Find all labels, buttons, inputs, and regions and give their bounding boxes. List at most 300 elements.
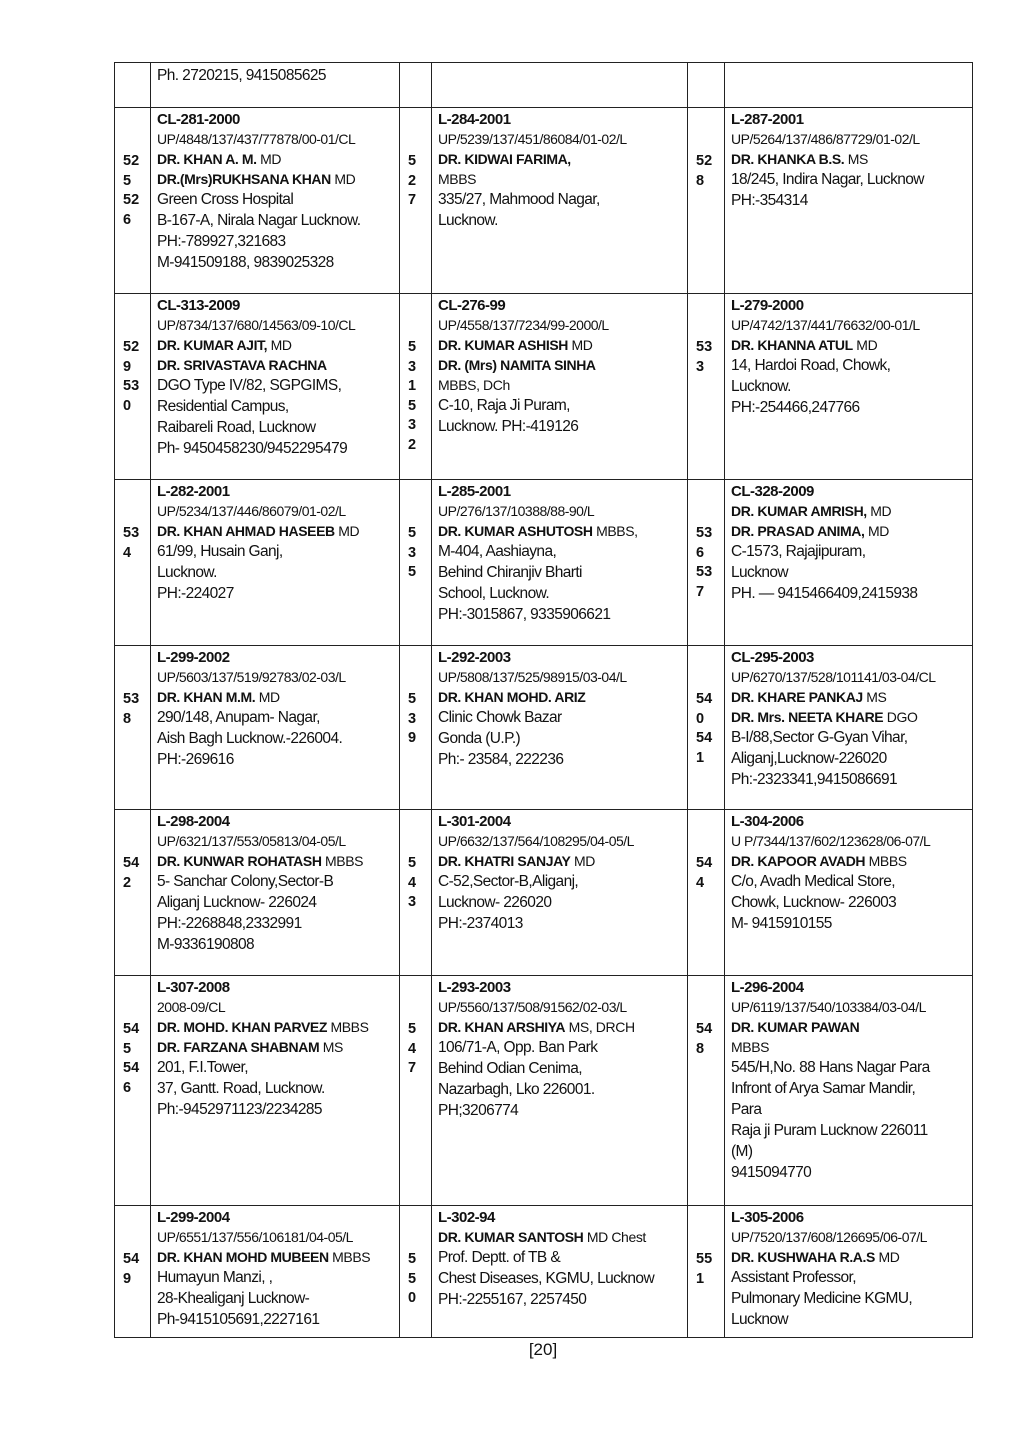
entry-cell <box>725 1206 973 1338</box>
doctor-line <box>157 335 395 355</box>
doctor-line <box>157 1037 395 1057</box>
doctor-qualification: MS <box>844 151 868 167</box>
doctor-name: DR. KUNWAR ROHATASH <box>157 853 322 869</box>
license-code: L-292-2003 <box>438 649 511 666</box>
serial-number-part: 54 <box>123 855 140 871</box>
license-code: CL-328-2009 <box>731 483 814 500</box>
serial-number-part: 54 <box>123 1060 140 1076</box>
doctor-line <box>438 169 683 189</box>
doctor-line <box>731 1247 968 1267</box>
serial-number-part: 52 <box>696 153 713 169</box>
doctor-name: DR. KHAN A. M. <box>157 151 257 167</box>
license-code: L-282-2001 <box>157 483 230 500</box>
entry-cell <box>151 810 400 976</box>
serial-number-part: 0 <box>408 1290 417 1306</box>
serial-number-part: 53 <box>123 691 140 707</box>
address-line: C/o, Avadh Medical Store, <box>731 873 895 890</box>
doctor-qualification: MS <box>319 1039 343 1055</box>
address-line: Prof. Deptt. of TB & <box>438 1249 561 1266</box>
address-line: Residential Campus, <box>157 398 289 415</box>
serial-number-part: 8 <box>696 172 705 189</box>
address-line: Assistant Professor, <box>731 1269 856 1286</box>
serial-number-part: 5 <box>408 564 417 580</box>
doctor-name: DR. KHATRI SANJAY <box>438 853 571 869</box>
directory-row <box>115 108 973 294</box>
entry-cell <box>725 294 973 480</box>
doctor-qualification: MD <box>874 1249 900 1265</box>
license-code: L-298-2004 <box>157 813 230 830</box>
address-line: Gonda (U.P.) <box>438 730 521 747</box>
serial-cell <box>115 108 151 294</box>
serial-cell <box>688 63 725 108</box>
registration-number: UP/5234/137/446/86079/01-02/L <box>157 503 346 519</box>
address-line: 106/71-A, Opp. Ban Park <box>438 1039 598 1056</box>
directory-row <box>115 1206 973 1338</box>
address-line: Ph- 9450458230/9452295479 <box>157 440 348 457</box>
serial-number-part: 54 <box>696 730 713 746</box>
serial-number-part: 3 <box>408 417 417 433</box>
address-line: Aish Bagh Lucknow.-226004. <box>157 730 343 747</box>
address-line: 28-Khealiganj Lucknow- <box>157 1290 310 1307</box>
doctor-name: DR. PRASAD ANIMA, <box>731 523 865 539</box>
doctor-name: DR. KHANKA B.S. <box>731 151 845 167</box>
serial-cell <box>115 810 151 976</box>
address-line: M- 9415910155 <box>731 915 832 932</box>
serial-number-part: 1 <box>696 749 705 766</box>
serial-cell <box>400 976 432 1206</box>
doctor-name: DR. KIDWAI FARIMA, <box>438 151 571 167</box>
address-line: PH:-254466,247766 <box>731 399 860 416</box>
entry-cell <box>151 108 400 294</box>
doctor-qualification: MD Chest <box>583 1229 646 1245</box>
doctor-name: DR. FARZANA SHABNAM <box>157 1039 320 1055</box>
address-line: C-52,Sector-B,Aliganj, <box>438 873 579 890</box>
directory-row <box>115 646 973 810</box>
entry-cell <box>725 108 973 294</box>
doctor-line <box>157 1247 395 1267</box>
doctor-name: DR. KHANNA ATUL <box>731 337 853 353</box>
serial-number-part: 5 <box>408 339 417 355</box>
serial-number-part: 8 <box>696 1040 705 1057</box>
serial-number-part: 53 <box>123 378 140 394</box>
doctor-name: DR. KUMAR ASHUTOSH <box>438 523 593 539</box>
doctor-name: DR. KHAN M.M. <box>157 689 256 705</box>
license-code: CL-281-2000 <box>157 111 240 128</box>
serial-number-part: 9 <box>123 1270 132 1287</box>
serial-cell <box>400 646 432 810</box>
address-line: 18/245, Indira Nagar, Lucknow <box>731 171 924 188</box>
registration-number: UP/5808/137/525/98915/03-04/L <box>438 669 627 685</box>
entry-cell <box>432 1206 688 1338</box>
license-code: L-307-2008 <box>157 979 230 996</box>
entry-cell <box>725 810 973 976</box>
page-number: [20] <box>528 1340 558 1359</box>
license-code: L-302-94 <box>438 1209 495 1226</box>
entry-cell <box>151 63 400 108</box>
serial-cell <box>115 294 151 480</box>
doctor-qualification: MD <box>567 337 593 353</box>
serial-number-part: 9 <box>408 730 417 746</box>
address-line: 14, Hardoi Road, Chowk, <box>731 357 891 374</box>
directory-row <box>115 810 973 976</box>
registration-number: UP/6270/137/528/101141/03-04/CL <box>731 669 936 685</box>
serial-cell <box>688 646 725 810</box>
address-line: PH:-354314 <box>731 192 808 209</box>
doctor-line <box>438 687 683 707</box>
doctor-line <box>731 521 968 541</box>
address-line: B-I/88,Sector G-Gyan Vihar, <box>731 729 908 746</box>
serial-number-part: 4 <box>408 1040 417 1057</box>
address-line: Lucknow. <box>157 564 217 581</box>
address-line: Infront of Arya Samar Mandir, <box>731 1080 916 1097</box>
serial-cell <box>115 646 151 810</box>
doctor-line <box>438 335 683 355</box>
address-line: PH. — 9415466409,2415938 <box>731 585 918 602</box>
serial-cell <box>688 480 725 646</box>
license-code: L-279-2000 <box>731 297 804 314</box>
doctor-qualification: MD <box>866 503 892 519</box>
doctor-qualification: MBBS <box>731 1039 770 1055</box>
license-code: L-299-2002 <box>157 649 230 666</box>
address-line: Lucknow. PH:-419126 <box>438 418 579 435</box>
address-line: Aliganj,Lucknow-226020 <box>731 750 887 767</box>
address-line: PH:-2374013 <box>438 915 523 932</box>
license-code: CL-313-2009 <box>157 297 240 314</box>
license-code: L-285-2001 <box>438 483 511 500</box>
address-line: PH:-2255167, 2257450 <box>438 1291 587 1308</box>
address-line: B-167-A, Nirala Nagar Lucknow. <box>157 212 361 229</box>
address-line: C-10, Raja Ji Puram, <box>438 397 570 414</box>
serial-cell <box>400 810 432 976</box>
doctor-line <box>438 1227 683 1247</box>
serial-number-part: 3 <box>408 358 417 375</box>
serial-number-part: 5 <box>408 1251 417 1267</box>
doctor-name: DR. KHAN MOHD MUBEEN <box>157 1249 329 1265</box>
address-line: Green Cross Hospital <box>157 191 294 208</box>
directory-row <box>115 976 973 1206</box>
serial-number-part: 53 <box>123 525 140 541</box>
doctor-name: DR. KUMAR PAWAN <box>731 1019 860 1035</box>
serial-cell <box>400 1206 432 1338</box>
doctor-qualification: DGO <box>883 709 918 725</box>
address-line: Nazarbagh, Lko 226001. <box>438 1081 595 1098</box>
address-line: Behind Odian Cenima, <box>438 1060 582 1077</box>
address-line: Raibareli Road, Lucknow <box>157 419 316 436</box>
address-line: Clinic Chowk Bazar <box>438 709 562 726</box>
serial-number-part: 7 <box>408 192 417 208</box>
doctor-qualification: MD <box>864 523 889 539</box>
doctor-qualification: MD <box>256 151 282 167</box>
serial-number-part: 4 <box>696 874 705 891</box>
license-code: CL-295-2003 <box>731 649 814 666</box>
doctor-name: DR. KHAN MOHD. ARIZ <box>438 689 586 705</box>
doctor-name: DR. KHARE PANKAJ <box>731 689 863 705</box>
serial-cell <box>688 976 725 1206</box>
serial-number-part: 4 <box>408 874 417 891</box>
serial-cell <box>688 1206 725 1338</box>
serial-cell <box>688 810 725 976</box>
doctor-name: DR. KUMAR AMRISH, <box>731 503 867 519</box>
entry-cell <box>151 294 400 480</box>
registration-number: UP/5560/137/508/91562/02-03/L <box>438 999 627 1015</box>
serial-cell <box>688 108 725 294</box>
doctor-line <box>157 355 395 375</box>
doctor-name: DR. KAPOOR AVADH <box>731 853 866 869</box>
address-line: PH:-789927,321683 <box>157 233 286 250</box>
address-line: DGO Type IV/82, SGPGIMS, <box>157 377 342 394</box>
serial-number-part: 1 <box>696 1270 705 1287</box>
serial-number-part: 54 <box>696 855 713 871</box>
doctor-line <box>157 851 395 871</box>
address-line: 201, F.I.Tower, <box>157 1059 248 1076</box>
serial-number-part: 2 <box>408 172 417 189</box>
registration-number: UP/7520/137/608/126695/06-07/L <box>731 1229 927 1245</box>
address-line: Ph:-9452971123/2234285 <box>157 1101 322 1118</box>
address-line: Lucknow <box>731 564 788 581</box>
serial-number-part: 8 <box>123 710 132 727</box>
entry-cell <box>432 976 688 1206</box>
address-line: Lucknow. <box>731 378 791 395</box>
doctor-name: DR. KHAN ARSHIYA <box>438 1019 566 1035</box>
serial-cell <box>115 976 151 1206</box>
doctor-qualification: MS, DRCH <box>565 1019 635 1035</box>
doctor-qualification: MS <box>862 689 887 705</box>
address-line: PH:-3015867, 9335906621 <box>438 606 611 623</box>
serial-number-part: 54 <box>123 1251 140 1267</box>
license-code: L-301-2004 <box>438 813 511 830</box>
serial-number-part: 53 <box>696 339 713 355</box>
doctor-line <box>157 687 395 707</box>
address-line: Chowk, Lucknow- 226003 <box>731 894 897 911</box>
license-code: CL-276-99 <box>438 297 506 314</box>
doctor-line <box>438 521 683 541</box>
serial-number-part: 7 <box>408 1060 417 1076</box>
registration-number: UP/6321/137/553/05813/04-05/L <box>157 833 346 849</box>
directory-row <box>115 480 973 646</box>
serial-number-part: 55 <box>696 1251 713 1267</box>
address-line: 5- Sanchar Colony,Sector-B <box>157 873 334 890</box>
registration-number: UP/8734/137/680/14563/09-10/CL <box>157 317 356 333</box>
serial-number-part: 0 <box>123 397 132 414</box>
license-code: L-299-2004 <box>157 1209 230 1226</box>
serial-cell <box>115 480 151 646</box>
doctor-qualification: MD <box>255 689 280 705</box>
doctor-qualification: MD <box>570 853 595 869</box>
serial-cell <box>688 294 725 480</box>
address-line: 9415094770 <box>731 1164 812 1181</box>
doctor-line <box>438 375 683 395</box>
doctor-name: DR. KUMAR ASHISH <box>438 337 568 353</box>
doctor-qualification: MD <box>334 523 360 539</box>
entry-cell <box>151 480 400 646</box>
doctor-name: DR. (Mrs) NAMITA SINHA <box>438 357 596 373</box>
doctor-qualification: MD <box>330 171 356 187</box>
serial-cell <box>115 1206 151 1338</box>
doctor-line <box>157 149 395 169</box>
address-line: Raja ji Puram Lucknow 226011 <box>731 1122 928 1139</box>
registration-number: UP/4848/137/437/77878/00-01/CL <box>157 131 356 147</box>
doctor-line <box>731 687 968 707</box>
serial-cell <box>400 63 432 108</box>
serial-number-part: 53 <box>696 525 713 541</box>
address-line: PH:-2268848,2332991 <box>157 915 302 932</box>
entry-cell <box>432 63 688 108</box>
serial-number-part: 3 <box>408 544 417 561</box>
serial-number-part: 54 <box>696 1021 713 1037</box>
doctor-line <box>438 851 683 871</box>
doctor-line <box>731 501 968 521</box>
address-line: 61/99, Husain Ganj, <box>157 543 283 560</box>
serial-number-part: 5 <box>408 153 417 169</box>
registration-number: UP/6632/137/564/108295/04-05/L <box>438 833 634 849</box>
doctor-line <box>438 1017 683 1037</box>
doctor-qualification: MD <box>852 337 878 353</box>
doctor-qualification: MBBS <box>326 1019 369 1035</box>
doctor-name: DR. SRIVASTAVA RACHNA <box>157 357 327 373</box>
serial-number-part: 52 <box>123 339 140 355</box>
directory-body <box>115 63 973 1338</box>
address-line: M-9336190808 <box>157 936 255 953</box>
doctor-qualification: MBBS <box>865 853 907 869</box>
doctor-name: DR.(Mrs)RUKHSANA KHAN <box>157 171 331 187</box>
serial-number-part: 2 <box>123 874 132 891</box>
address-line: PH;3206774 <box>438 1102 519 1119</box>
serial-number-part: 5 <box>408 1021 417 1037</box>
registration-number: U P/7344/137/602/123628/06-07/L <box>731 833 931 849</box>
license-code: L-305-2006 <box>731 1209 804 1226</box>
entry-cell <box>151 646 400 810</box>
registration-number: UP/276/137/10388/88-90/L <box>438 503 595 519</box>
address-line: C-1573, Rajajipuram, <box>731 543 866 560</box>
entry-cell <box>432 294 688 480</box>
doctor-qualification: MBBS <box>321 853 364 869</box>
doctor-name: DR. Mrs. NEETA KHARE <box>731 709 884 725</box>
doctor-qualification: MD <box>267 337 292 353</box>
doctor-line <box>438 355 683 375</box>
registration-number: UP/4742/137/441/76632/00-01/L <box>731 317 920 333</box>
address-line: Chest Diseases, KGMU, Lucknow <box>438 1270 655 1287</box>
serial-number-part: 5 <box>123 1040 132 1057</box>
doctor-line <box>731 1017 968 1037</box>
serial-number-part: 1 <box>408 378 417 394</box>
doctor-qualification: MBBS, DCh <box>438 377 510 393</box>
entry-cell <box>725 646 973 810</box>
registration-number: UP/4558/137/7234/99-2000/L <box>438 317 609 333</box>
doctor-name: DR. KHAN AHMAD HASEEB <box>157 523 335 539</box>
address-line: Ph-9415105691,2227161 <box>157 1311 320 1328</box>
serial-cell <box>115 63 151 108</box>
serial-number-part: 4 <box>123 544 132 561</box>
doctor-name: DR. MOHD. KHAN PARVEZ <box>157 1019 327 1035</box>
address-line: Ph:- 23584, 222236 <box>438 751 564 768</box>
registration-number: UP/5264/137/486/87729/01-02/L <box>731 131 920 147</box>
entry-cell <box>725 976 973 1206</box>
doctor-line <box>731 851 968 871</box>
doctor-qualification: MBBS, <box>592 523 638 539</box>
registration-number: UP/5239/137/451/86084/01-02/L <box>438 131 627 147</box>
address-line: Humayun Manzi, , <box>157 1269 273 1286</box>
serial-number-part: 6 <box>123 1079 132 1096</box>
license-code: L-296-2004 <box>731 979 804 996</box>
serial-number-part: 0 <box>696 710 705 727</box>
address-line: Ph:-2323341,9415086691 <box>731 771 898 788</box>
address-line: (M) <box>731 1143 753 1160</box>
address-line: PH:-224027 <box>157 585 234 602</box>
phone-line: Ph. 2720215, 9415085625 <box>157 67 326 84</box>
license-code: L-284-2001 <box>438 111 511 128</box>
address-line: 545/H,No. 88 Hans Nagar Para <box>731 1059 930 1076</box>
registration-number: 2008-09/CL <box>157 999 226 1015</box>
serial-number-part: 54 <box>696 691 713 707</box>
doctor-line <box>157 521 395 541</box>
address-line: M-941509188, 9839025328 <box>157 254 334 271</box>
serial-cell <box>400 480 432 646</box>
address-line: 37, Gantt. Road, Lucknow. <box>157 1080 325 1097</box>
serial-number-part: 5 <box>408 855 417 871</box>
doctor-line <box>731 335 968 355</box>
address-line: 335/27, Mahmood Nagar, <box>438 191 600 208</box>
doctor-line <box>157 1017 395 1037</box>
doctor-name: DR. KUMAR AJIT, <box>157 337 268 353</box>
serial-number-part: 3 <box>408 894 417 910</box>
address-line: Lucknow- 226020 <box>438 894 552 911</box>
serial-number-part: 54 <box>123 1021 140 1037</box>
address-line: PH:-269616 <box>157 751 234 768</box>
entry-cell <box>432 810 688 976</box>
serial-number-part: 7 <box>696 583 705 600</box>
doctor-line <box>157 169 395 189</box>
license-code: L-304-2006 <box>731 813 804 830</box>
serial-number-part: 2 <box>408 436 417 453</box>
continuation-row <box>115 63 973 108</box>
address-line: Lucknow <box>731 1311 788 1328</box>
address-line: Lucknow. <box>438 212 498 229</box>
serial-number-part: 52 <box>123 153 140 169</box>
serial-cell <box>400 294 432 480</box>
serial-number-part: 9 <box>123 358 132 375</box>
address-line: M-404, Aashiayna, <box>438 543 557 560</box>
registration-number: UP/5603/137/519/92783/02-03/L <box>157 669 346 685</box>
address-line: Behind Chiranjiv Bharti <box>438 564 582 581</box>
license-code: L-287-2001 <box>731 111 804 128</box>
doctor-qualification: MBBS <box>328 1249 371 1265</box>
doctor-line <box>731 149 968 169</box>
doctor-line <box>438 149 683 169</box>
entry-cell <box>151 1206 400 1338</box>
address-line: Aliganj Lucknow- 226024 <box>157 894 317 911</box>
directory-row <box>115 294 973 480</box>
doctor-name: DR. KUSHWAHA R.A.S <box>731 1249 875 1265</box>
serial-number-part: 6 <box>123 211 132 228</box>
serial-cell <box>400 108 432 294</box>
license-code: L-293-2003 <box>438 979 511 996</box>
serial-number-part: 5 <box>408 691 417 707</box>
entry-cell <box>151 976 400 1206</box>
address-line: School, Lucknow. <box>438 585 550 602</box>
directory-table <box>114 62 973 1338</box>
doctor-name: DR. KUMAR SANTOSH <box>438 1229 584 1245</box>
doctor-qualification: MBBS <box>438 171 477 187</box>
serial-number-part: 3 <box>408 710 417 727</box>
serial-number-part: 52 <box>123 192 140 208</box>
entry-cell <box>725 480 973 646</box>
serial-number-part: 6 <box>696 544 705 561</box>
address-line: Para <box>731 1101 762 1118</box>
doctor-line <box>731 1037 968 1057</box>
registration-number: UP/6551/137/556/106181/04-05/L <box>157 1229 353 1245</box>
serial-number-part: 53 <box>696 564 713 580</box>
address-line: 290/148, Anupam- Nagar, <box>157 709 320 726</box>
